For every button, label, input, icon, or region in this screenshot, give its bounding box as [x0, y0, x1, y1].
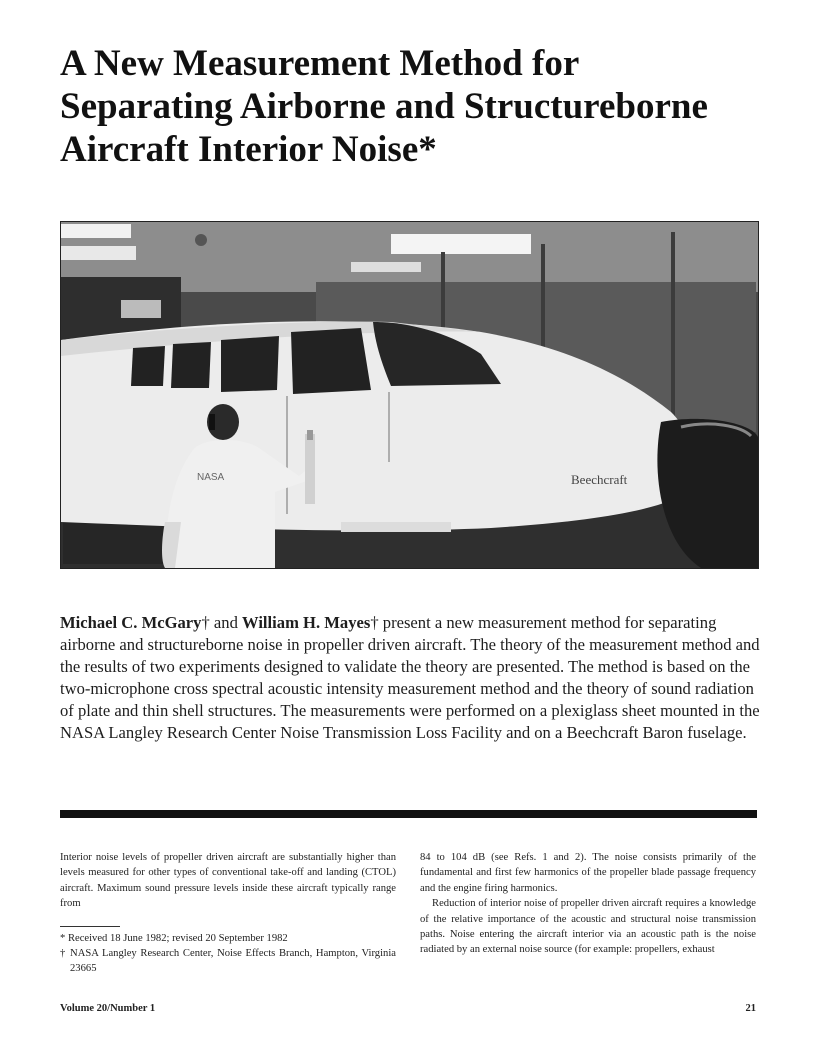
footnote-rule: [60, 926, 120, 927]
body-column-right: [420, 850, 756, 958]
body-paragraph-2: 84 to 104 dB (see Refs. 1 and 2). The noise consists primarily of the fundamental and first few harmonics of the propeller blade passage frequency and the engine firing harmonics.: [420, 852, 756, 894]
section-divider: [60, 810, 757, 818]
author-2-mark: †: [370, 613, 379, 632]
page-number: 21: [745, 1003, 756, 1014]
aircraft-photo: [60, 221, 759, 569]
footnote-affiliation: † NASA Langley Research Center, Noise Effects Branch, Hampton, Virginia 23665: [60, 948, 396, 975]
author-1-mark: †: [201, 613, 210, 632]
author-2: William H. Mayes: [242, 613, 371, 632]
beechcraft-logo: Beechcraft: [571, 472, 628, 487]
article-title: [60, 42, 780, 171]
aircraft-photo-illustration: [61, 222, 758, 568]
abstract-text: present a new measurement method for separating airborne and structureborne noise in propeller driven aircraft. The theory of the measurement method and the results of two experiments designed to validate the theory are presented. The method is based on the two-microphone cross spectral acoustic intensity measurement method and the theory of sound radiation of plate and thin shell structures. The measurements were performed on a plexiglass sheet mounted in the NASA Langley Research Center Noise Transmission Loss Facility and on a Beechcraft Baron fuselage.: [60, 613, 760, 742]
body-paragraph-1: Interior noise levels of propeller driven aircraft are substantially higher than levels measured for other types of conventional take-off and landing (CTOL) aircraft. Maximum sound pressure levels inside these aircraft typically range from: [60, 852, 396, 910]
nasa-coat-label: NASA: [197, 472, 225, 483]
author-1: Michael C. McGary: [60, 613, 202, 632]
abstract: [60, 612, 760, 744]
footnote-received: * Received 18 June 1982; revised 20 September 1982: [60, 932, 288, 944]
body-column-left: [60, 850, 396, 977]
journal-volume: Volume 20/Number 1: [60, 1003, 156, 1014]
author-conjunction: and: [209, 613, 243, 632]
body-paragraph-3: Reduction of interior noise of propeller driven aircraft requires a knowledge of the relative importance of the acoustic and structural noise transmission paths. Noise entering the aircraft interior via an acoustic path is the noise radiated by an external noise source (for example: propellers, exhaust: [420, 898, 756, 956]
title-line-1: A New Measurement Method for: [60, 43, 580, 84]
title-line-3: Aircraft Interior Noise*: [60, 129, 437, 170]
title-line-2: Separating Airborne and Structureborne: [60, 86, 708, 127]
